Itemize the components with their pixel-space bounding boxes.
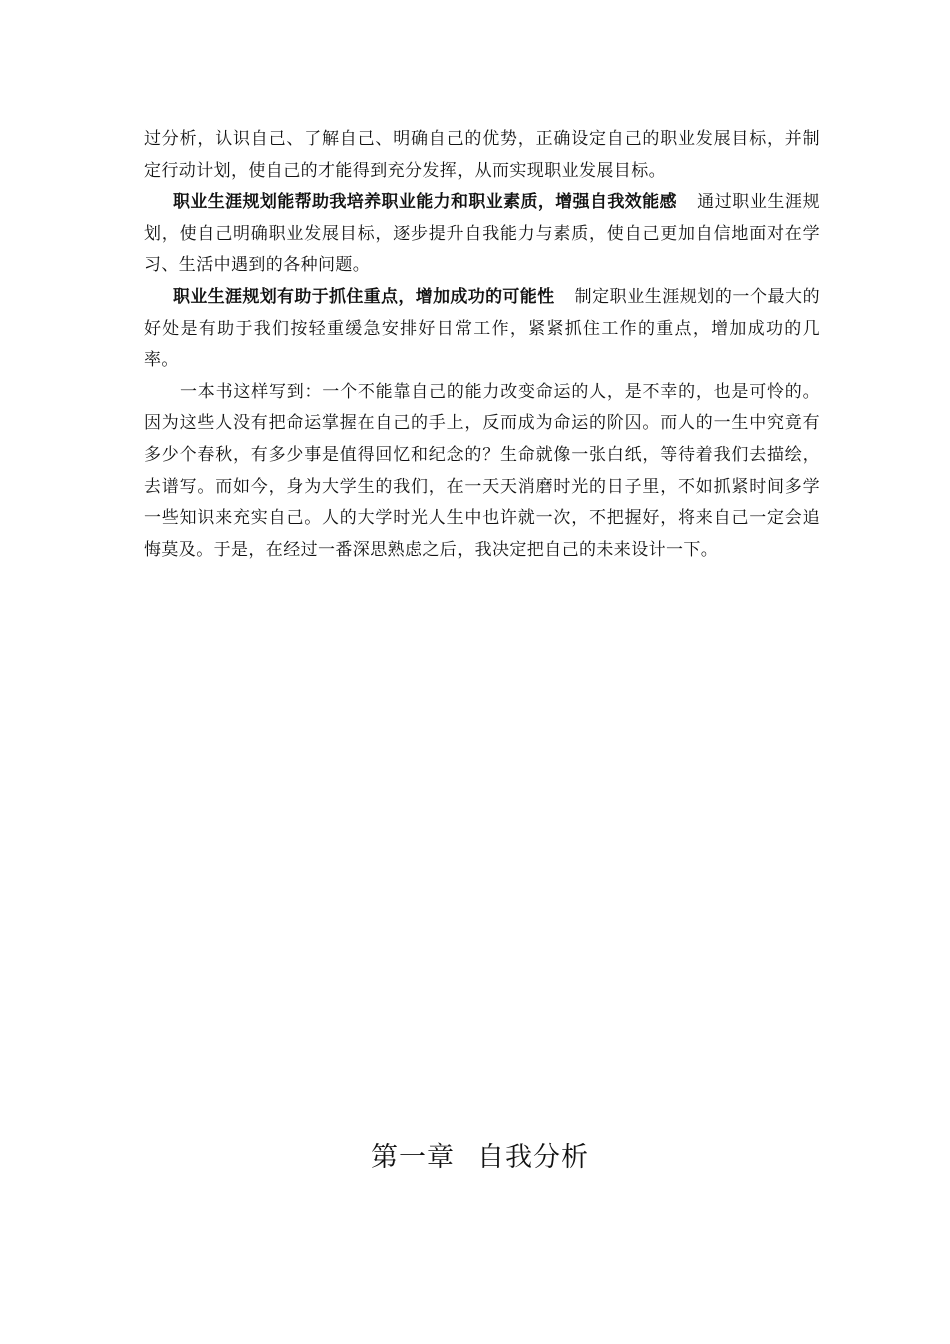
chapter-heading: [0, 1138, 950, 1178]
paragraph-intro-continuation: [144, 124, 820, 187]
paragraph-text: 一本书这样写到：一个不能靠自己的能力改变命运的人，是不幸的，也是可怜的。因为这些人没有把命运掌握在自己的手上，反而成为命运的阶囚。而人的一生中究竟有多少个春秋，有多少事是值得回忆和纪念的？生命就像一张白纸，等待着我们去描绘，去谱写。而如今，身为大学生的我们，在一天天消磨时光的日子里，不如抓紧时间多学一些知识来充实自己。人的大学时光人生中也许就一次，不把握好，将来自己一定会追悔莫及。于是，在经过一番深思熟虑之后，我决定把自己的未来设计一下。: [144, 381, 820, 560]
paragraph-text: 制定职业生涯规划的一个最大的好处是有助于我们按轻重缓急安排好日常工作，紧紧抓住工作的重点，增加成功的几率。: [144, 286, 820, 371]
paragraph-lead-heading: 职业生涯规划有助于抓住重点，增加成功的可能性: [173, 286, 555, 307]
body-text: [144, 124, 820, 566]
paragraph-text: 过分析，认识自己、了解自己、明确自己的优势，正确设定自己的职业发展目标，并制定行动计划，使自己的才能得到充分发挥，从而实现职业发展目标。: [144, 129, 820, 181]
paragraph-competence: [144, 187, 820, 282]
paragraph-text: 通过职业生涯规划，使自己明确职业发展目标，逐步提升自我能力与素质，使自己更加自信地面对在学习、生活中遇到的各种问题。: [144, 192, 820, 276]
paragraph-book-quote: [144, 377, 820, 567]
paragraph-lead-heading: 职业生涯规划能帮助我培养职业能力和职业素质，增强自我效能感: [173, 192, 677, 213]
chapter-title: 自我分析: [477, 1142, 589, 1173]
paragraph-focus: [144, 282, 820, 377]
chapter-number: 第一章: [371, 1142, 455, 1173]
